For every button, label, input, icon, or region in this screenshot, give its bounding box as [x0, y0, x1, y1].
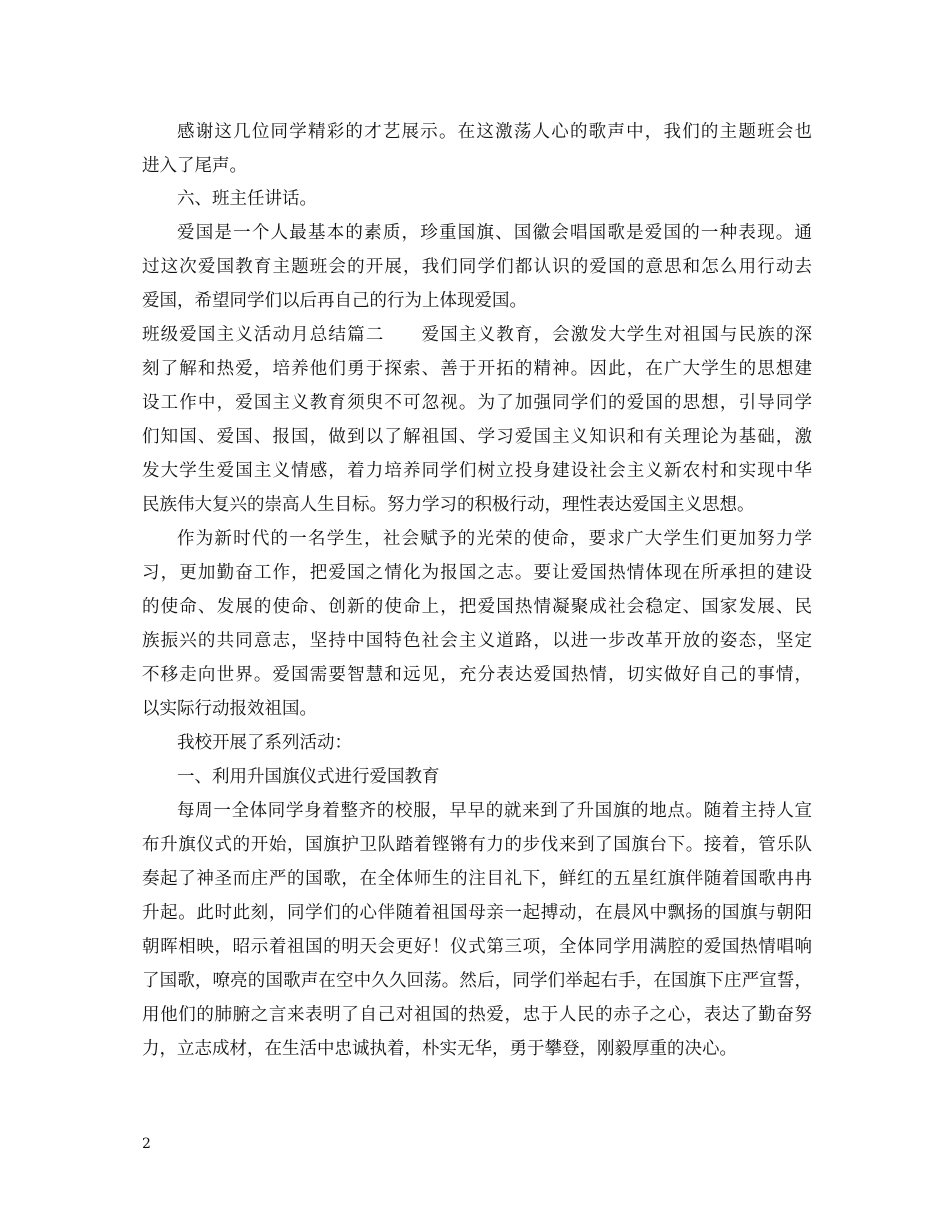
text-line: 族振兴的共同意志，坚持中国特色社会主义道路，以进一步改革开放的姿态，坚定	[142, 631, 812, 651]
text-line: 发大学生爱国主义情感，着力培养同学们树立投身建设社会主义新农村和实现中华	[142, 461, 812, 481]
text-line: 不移走向世界。爱国需要智慧和远见，充分表达爱国热情，切实做好自己的事情，	[142, 665, 812, 685]
text-line: 朝晖相映，昭示着祖国的明天会更好！仪式第三项，全体同学用满腔的爱国热情唱响	[142, 937, 812, 957]
text-line: 民族伟大复兴的崇高人生目标。努力学习的积极行动，理性表达爱国主义思想。	[142, 495, 755, 515]
page-number: 2	[142, 1136, 151, 1152]
text-line: 习，更加勤奋工作，把爱国之情化为报国之志。要让爱国热情体现在所承担的建设	[142, 563, 812, 583]
section-heading: 六、班主任讲话。	[177, 189, 317, 209]
text-line: 班级爱国主义活动月总结篇二 爱国主义教育，会激发大学生对祖国与民族的深	[142, 325, 812, 345]
text-line: 感谢这几位同学精彩的才艺展示。在这激荡人心的歌声中，我们的主题班会也	[177, 122, 812, 142]
section-heading: 一、利用升国旗仪式进行爱国教育	[177, 767, 440, 787]
text-line: 以实际行动报效祖国。	[142, 699, 317, 719]
text-line: 们知国、爱国、报国，做到以了解祖国、学习爱国主义知识和有关理论为基础，激	[142, 427, 812, 447]
text-line: 用他们的肺腑之言来表明了自己对祖国的热爱，忠于人民的赤子之心，表达了勤奋努	[142, 1005, 812, 1025]
text-line: 每周一全体同学身着整齐的校服，早早的就来到了升国旗的地点。随着主持人宣	[177, 801, 812, 821]
text-line: 刻了解和热爱，培养他们勇于探索、善于开拓的精神。因此，在广大学生的思想建	[142, 359, 812, 379]
text-line: 爱国，希望同学们以后再自己的行为上体现爱国。	[142, 291, 527, 311]
text-line: 力，立志成材，在生活中忠诚执着，朴实无华，勇于攀登，刚毅厚重的决心。	[142, 1039, 737, 1059]
text-line: 升起。此时此刻，同学们的心伴随着祖国母亲一起搏动，在晨风中飘扬的国旗与朝阳	[142, 903, 812, 923]
text-line: 布升旗仪式的开始，国旗护卫队踏着铿锵有力的步伐来到了国旗台下。接着，管乐队	[142, 835, 812, 855]
text-line: 奏起了神圣而庄严的国歌，在全体师生的注目礼下，鲜红的五星红旗伴随着国歌冉冉	[142, 869, 812, 889]
text-line: 设工作中，爱国主义教育须臾不可忽视。为了加强同学们的爱国的思想，引导同学	[142, 393, 812, 413]
text-line: 爱国是一个人最基本的素质，珍重国旗、国徽会唱国歌是爱国的一种表现。通	[177, 223, 812, 243]
text-line: 的使命、发展的使命、创新的使命上，把爱国热情凝聚成社会稳定、国家发展、民	[142, 597, 812, 617]
text-line: 我校开展了系列活动：	[177, 733, 352, 753]
text-line: 过这次爱国教育主题班会的开展，我们同学们都认识的爱国的意思和怎么用行动去	[142, 257, 812, 277]
text-line: 作为新时代的一名学生，社会赋予的光荣的使命，要求广大学生们更加努力学	[177, 529, 812, 549]
text-line: 了国歌，嘹亮的国歌声在空中久久回荡。然后，同学们举起右手，在国旗下庄严宣誓，	[142, 971, 812, 991]
text-line: 进入了尾声。	[142, 156, 247, 176]
